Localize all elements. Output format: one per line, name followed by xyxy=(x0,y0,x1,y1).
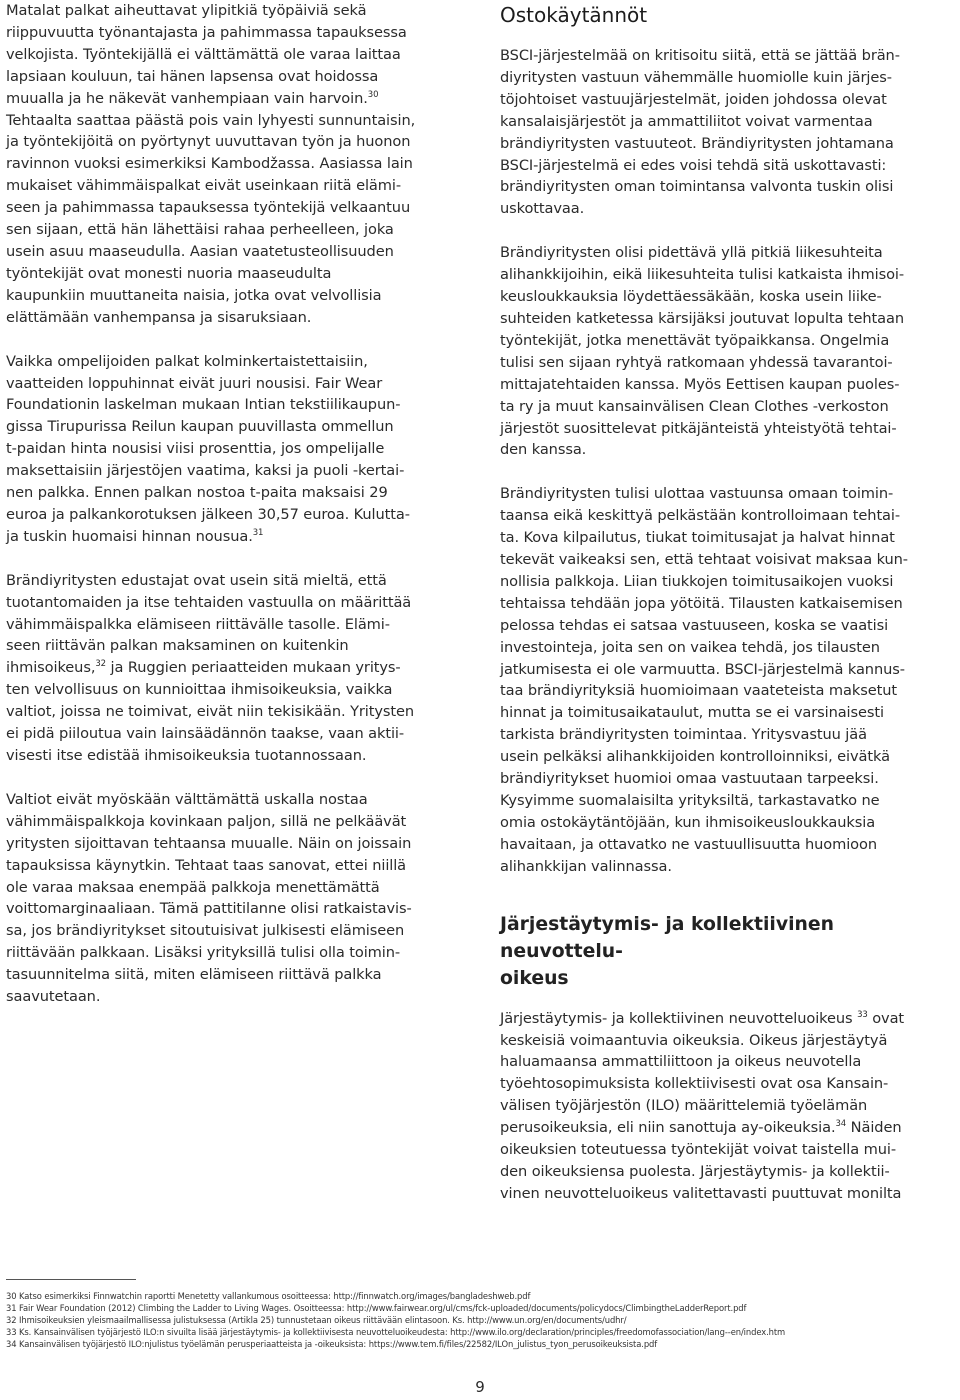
text-line: brändiyritykset huomioi omaa vastuutaan tarpeeksi. xyxy=(500,770,879,788)
text-line: vähimmäispalkka elämiseen riittävälle tasolle. Elämi- xyxy=(6,615,390,633)
text-line: työehtosopimuksista kollektiivisesti ovat osa Kansain- xyxy=(500,1075,889,1093)
footnote-33: 33 Ks. Kansainvälisen työjärjestö ILO:n sivuilta lisää järjestäytymis- ja kollektiivisesta neuvotteluoikeudesta: http://www.ilo.org/declaration/principles/freedomofassociation/lang--en/index.htm xyxy=(6,1327,786,1337)
text-line: seen riittävän palkan maksaminen on kuitenkin xyxy=(6,637,349,655)
text-line: työntekijät ovat monesti nuoria maaseudulta xyxy=(6,264,332,282)
footnote-ref-31: 31 xyxy=(252,527,264,538)
text-line: den oikeuksiensa puolesta. Järjestäytymis- ja kollektii- xyxy=(500,1162,890,1180)
text-line: ravinnon vuoksi esimerkiksi Kambodžassa. Aasiassa lain xyxy=(6,155,413,173)
text-line: Brändiyritysten tulisi ulottaa vastuunsa omaan toimin- xyxy=(500,485,894,503)
text-line: seen ja pahimmassa tapauksessa työntekijä velkaantuu xyxy=(6,199,411,217)
text-line: tulisi sen sijaan ryhtyä ratkomaan yhdessä tavarantoi- xyxy=(500,353,893,371)
text-line: keskeisiä voimaantuvia oikeuksia. Oikeus järjestäytyä xyxy=(500,1031,888,1049)
text-line: usein pelkäksi alihankkijoiden kontrolloinniksi, eivätkä xyxy=(500,748,890,766)
text-line: euroa ja palkankorotuksen jälkeen 30,57 euroa. Kulutta- xyxy=(6,505,410,523)
text-line: omia ostokäytäntöjään, kun ihmisoikeusloukkauksia xyxy=(500,813,876,831)
text-line: investointeja, joita sen on vaikea tehdä, jos tilausten xyxy=(500,638,880,656)
footnote-32: 32 Ihmisoikeuksien yleismaailmallisessa julistuksessa (Artikla 25) tunnustetaan oikeus riittävään elintasoon. Ks. http://www.un.org/en/documents/udhr/ xyxy=(6,1315,627,1325)
text-line: Brändiyritysten edustajat ovat usein sitä mieltä, että xyxy=(6,571,387,589)
text-line: voittomarginaaliaan. Tämä pattitilanne olisi ratkaistavis- xyxy=(6,900,412,918)
text-line: Foundationin laskelman mukaan Intian tekstiilikaupun- xyxy=(6,396,401,414)
text-line: riittävään palkkaan. Lisäksi yrityksillä tulisi olla toimin- xyxy=(6,944,401,962)
text-line: vähimmäispalkkoja kovinkaan paljon, sillä ne pelkäävät xyxy=(6,812,407,830)
text-line: ole varaa maksaa enempää palkkoja menettämättä xyxy=(6,878,380,896)
text-line: tekevät vaikeaksi sen, että tehtaat voisivat maksaa kun- xyxy=(500,551,908,569)
text-line: Matalat palkat aiheuttavat ylipitkiä työpäiviä sekä xyxy=(6,2,367,19)
text-line: ja työntekijöitä on pyörtynyt uuvuttavan työn ja huonon xyxy=(6,133,411,151)
footnote-ref-34: 34 xyxy=(835,1119,847,1130)
footnote-ref-33: 33 xyxy=(857,1009,868,1020)
text-line: sen sijaan, että hän lähettäisi rahaa perheelleen, joka xyxy=(6,221,394,239)
text-line: Valtiot eivät myöskään välttämättä uskalla nostaa xyxy=(6,790,368,808)
text-line: brändiyritysten vastuuteot. Brändiyritysten johtamana xyxy=(500,134,894,152)
left-column xyxy=(6,0,468,1008)
text-line: alihankkijoihin, eikä liikesuhteita tulisi katkaista ihmisoi- xyxy=(500,266,905,284)
text-line: uskottavaa. xyxy=(500,200,585,218)
text-line: perusoikeuksia, eli niin sanottuja ay-oikeuksia.$^{34}$ Näiden xyxy=(500,1119,902,1137)
text-line: järjestöt suosittelevat pitkäjänteistä yhteistyötä tehtai- xyxy=(500,419,897,437)
text-line: ihmisoikeus,$^{32}$ ja Ruggien periaatteiden mukaan yritys- xyxy=(6,659,401,677)
page-number: 9 xyxy=(475,1378,485,1396)
text-line: ta ry ja muut kansainvälisen Clean Clothes -verkoston xyxy=(500,397,889,415)
text-line: riippuvuutta työnantajasta ja pahimmassa tapauksessa xyxy=(6,23,407,41)
text-line: Tehtaalta saattaa päästä pois vain lyhyesti sunnuntaisin, xyxy=(6,111,416,129)
footnote-31: 31 Fair Wear Foundation (2012) Climbing the Ladder to Living Wages. Osoitteessa: http://www.fairwear.org/ul/cms/fck-uploaded/documents/policydocs/ClimbingtheLadderReport.pdf xyxy=(6,1303,747,1313)
paragraph-bsci xyxy=(500,45,954,220)
paragraph-own-responsibility xyxy=(500,483,954,877)
text-line: nollisia palkkoja. Liian tiukkojen toimitusaikojen vuoksi xyxy=(500,572,894,590)
text-line: lapsiaan kouluun, tai hänen lapsensa ovat hoidossa xyxy=(6,67,379,85)
text-line: BSCI-järjestelmä ei edes voisi tehdä sitä uskottavasti: xyxy=(500,156,887,174)
text-line: diyritysten vastuun vähemmälle huomiolle kuin järjes- xyxy=(500,68,892,86)
text-line: t-paidan hinta nousisi viisi prosenttia, jos ompelijalle xyxy=(6,440,385,458)
section-heading-ostokaytannot: Ostokäytännöt xyxy=(500,3,648,27)
text-line: ei pidä piiloutua vain lainsäädännön taakse, vaan aktii- xyxy=(6,725,405,743)
text-line: töjohtoiset vastuujärjestelmät, joiden johdossa olevat xyxy=(500,90,887,108)
text-line: muualla ja he näkevät vanhempiaan vain harvoin.$^{30}$ xyxy=(6,89,379,107)
text-line: ta. Kova kilpailutus, tiukat toimitusajat ja halvat hinnat xyxy=(500,529,895,547)
text-line: valtiot, joissa ne toimivat, eivät niin tekisikään. Yritysten xyxy=(6,703,415,721)
text-line: Brändiyritysten olisi pidettävä yllä pitkiä liikesuhteita xyxy=(500,244,883,262)
text-line: oikeuksien toteutuessa työntekijät voivat taistella mui- xyxy=(500,1141,897,1159)
paragraph-states xyxy=(6,789,468,1008)
text-line: elättämään vanhempansa ja sisaruksiaan. xyxy=(6,308,312,326)
text-line: pelossa tehdas ei satsaa vastuuseen, koska se vaatisi xyxy=(500,616,889,634)
paragraph-price-impact xyxy=(6,351,468,548)
text-line: Vaikka ompelijoiden palkat kolminkertaistettaisiin, xyxy=(6,352,368,370)
text-line: ja tuskin huomaisi hinnan nousua.$^{31}$ xyxy=(6,527,264,545)
text-line: brändiyritysten oman toimintansa valvonta tuskin olisi xyxy=(500,178,894,196)
text-line: haluamaansa ammattiliittoon ja oikeus neuvotella xyxy=(500,1053,862,1071)
text-line: tasuunnitelma siitä, miten elämiseen riittävä palkka xyxy=(6,966,382,984)
text-line: välisen työjärjestön (ILO) määrittelemiä työelämän xyxy=(500,1097,868,1115)
text-line: taansa eikä keskittyä pelkästään kontrolloimaan tehtai- xyxy=(500,507,901,525)
right-column xyxy=(500,0,954,1205)
text-line: tehtaissa tehdään jopa yötöitä. Tilausten katkaisemisen xyxy=(500,594,903,612)
text-line: yritysten sijoittavan tehtaansa muualle. Näin on joissain xyxy=(6,834,412,852)
text-line: vaatteiden loppuhinnat eivät juuri nousisi. Fair Wear xyxy=(6,374,383,392)
text-line: jatkumisesta ei ole varmuutta. BSCI-järjestelmä kannus- xyxy=(500,660,905,678)
paragraph-brand-views xyxy=(6,570,468,767)
text-line: tarkista brändiyritysten toimintaa. Yritysvastuu jää xyxy=(500,726,867,744)
text-line: BSCI-järjestelmää on kritisoitu siitä, että se jättää brän- xyxy=(500,47,900,64)
text-line: tuotantomaiden ja itse tehtaiden vastuulla on määrittää xyxy=(6,593,412,611)
paragraph-working-hours xyxy=(6,0,468,329)
footnote-30: 30 Katso esimerkiksi Finnwatchin raportti Menetetty vallankumous osoitteessa: http://finnwatch.org/images/bangladeshweb.pdf xyxy=(6,1291,531,1301)
text-line: den kanssa. xyxy=(500,441,587,459)
text-line: velkojista. Työntekijällä ei välttämättä ole varaa laittaa xyxy=(6,45,401,63)
text-line: maksettaisiin järjestöjen vaatima, kaksi ja puoli -kertai- xyxy=(6,462,405,480)
text-line: keusloukkauksia löydettäessäkään, koska usein liike- xyxy=(500,288,882,306)
text-line: alihankkijan valinnassa. xyxy=(500,857,672,875)
text-line: taa brändiyrityksiä huomioimaan vaateteista maksetut xyxy=(500,682,898,700)
text-line: kansalaisjärjestöt ja ammattiliitot voivat varmentaa xyxy=(500,112,873,130)
text-line: mukaiset vähimmäispalkat eivät useinkaan riitä elämi- xyxy=(6,177,401,195)
footnotes xyxy=(6,1290,954,1350)
text-line: hinnat ja toimitusaikataulut, mutta se ei varsinaisesti xyxy=(500,704,884,722)
text-line: saavutetaan. xyxy=(6,988,101,1006)
footnote-ref-30: 30 xyxy=(367,89,379,100)
footnote-divider xyxy=(6,1279,136,1280)
text-line: nen palkka. Ennen palkan nostoa t-paita maksaisi 29 xyxy=(6,484,388,502)
text-line: tapauksissa käynytkin. Tehtaat taas sanovat, ettei niillä xyxy=(6,856,407,874)
text-line: mittajatehtaiden kanssa. Myös Eettisen kaupan puoles- xyxy=(500,375,900,393)
text-line: visesti itse edistää ihmisoikeuksia tuotannossaan. xyxy=(6,747,367,764)
text-line: Järjestäytymis- ja kollektiivinen neuvotteluoikeus $^{33}$ ovat xyxy=(500,1009,905,1027)
text-line: havaitaan, ja ottavatko ne vastuullisuutta huomioon xyxy=(500,835,877,853)
section-heading-jarjestaytymisoikeus: Järjestäytymis- ja kollektiivinen neuvottelu- oikeus xyxy=(500,913,834,989)
paragraph-collective-rights xyxy=(500,1008,954,1205)
text-line: sa, jos brändiyritykset sitoutuisivat julkisesti elämiseen xyxy=(6,922,405,940)
footnote-ref-32: 32 xyxy=(95,659,106,670)
text-line: ten velvollisuus on kunnioittaa ihmisoikeuksia, vaikka xyxy=(6,681,393,699)
text-line: suhteiden katketessa kärsijäksi joutuvat lopulta tehtaan xyxy=(500,309,904,327)
text-line: kaupunkiin muuttaneita naisia, jotka ovat velvollisia xyxy=(6,286,382,304)
text-line: gissa Tirupurissa Reilun kaupan puuvillasta ommellun xyxy=(6,418,394,436)
footnote-34: 34 Kansainvälisen työjärjestö ILO:njulistus työelämän perusperiaatteista ja -oikeuksista: https://www.tem.fi/files/22582/ILOn_julistus_tyon_perusoikeuksista.pdf xyxy=(6,1339,658,1349)
text-line: usein asuu maaseudulla. Aasian vaatetusteollisuuden xyxy=(6,242,394,260)
paragraph-long-relations xyxy=(500,242,954,461)
text-line: vinen neuvotteluoikeus valitettavasti puuttuvat monilta xyxy=(500,1184,902,1202)
text-line: työntekijät, jotka menettävät työpaikkansa. Ongelmia xyxy=(500,331,890,349)
text-line: Kysyimme suomalaisilta yrityksiltä, tarkastavatko ne xyxy=(500,792,880,809)
